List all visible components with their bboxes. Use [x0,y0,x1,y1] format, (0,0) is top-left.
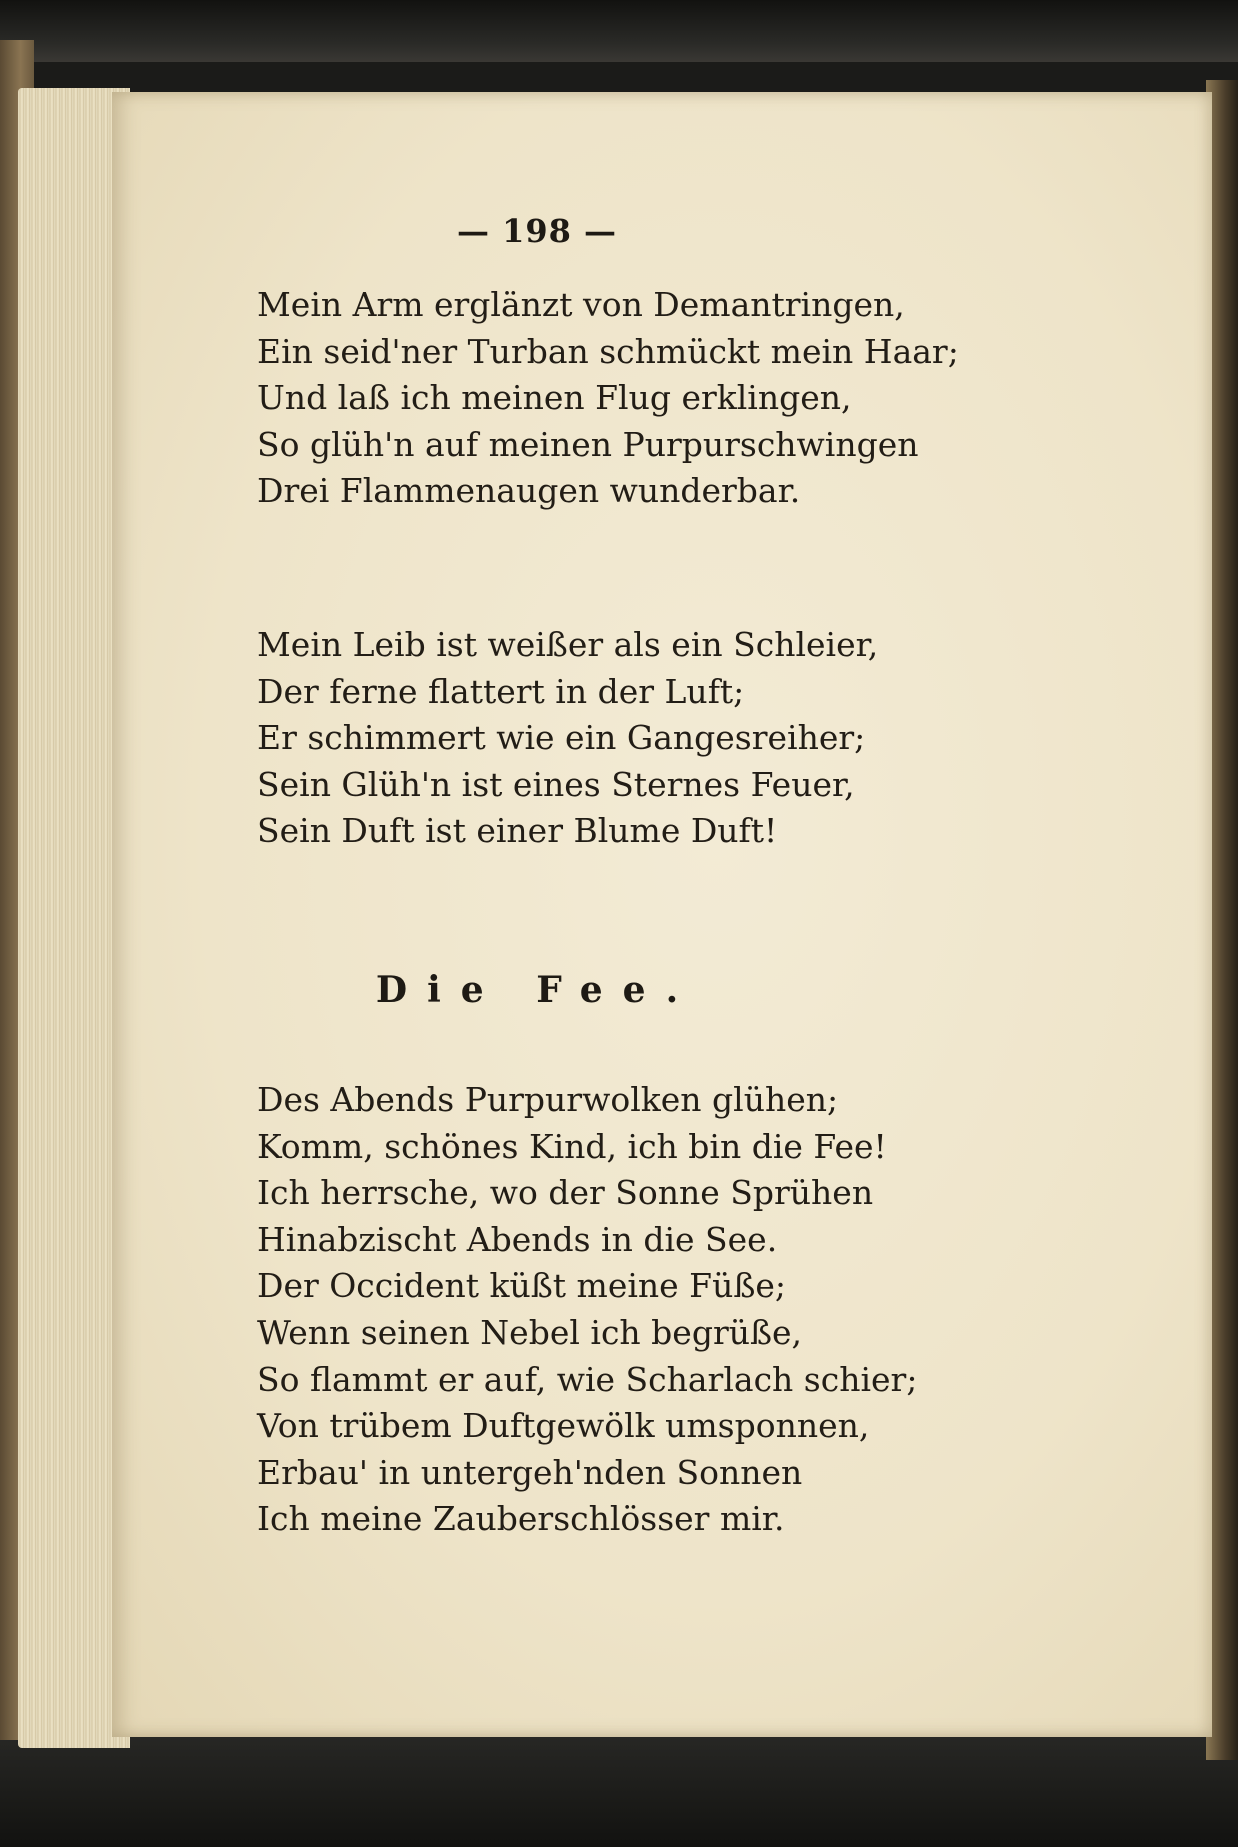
book-cover-top [0,0,1238,62]
verse-line: Sein Glüh'n ist eines Sternes Feuer, [257,764,855,804]
verse-line: So glüh'n auf meinen Purpurschwingen [257,424,919,464]
verse-line: Wenn seinen Nebel ich begrüße, [257,1312,803,1352]
verse-line: Drei Flammenaugen wunderbar. [257,471,801,511]
verse-line: So flammt er auf, wie Scharlach schier; [257,1359,918,1399]
verse-line: Er schimmert wie ein Gangesreiher; [257,718,866,758]
verse-line: Der ferne flattert in der Luft; [257,671,745,711]
verse-line: Ich meine Zauberschlösser mir. [257,1499,785,1539]
verse-line: Des Abends Purpurwolken glühen; [257,1080,839,1119]
verse-line: Ein seid'ner Turban schmückt mein Haar; [257,331,959,371]
verse-line: Und laß ich meinen Flug erklingen, [257,378,852,418]
stanza-2 [257,622,878,855]
book-page [112,92,1212,1737]
verse-line: Hinabzischt Abends in die See. [257,1219,778,1259]
verse-line: Mein Arm erglänzt von Demantringen, [257,285,905,324]
verse-line: Komm, schönes Kind, ich bin die Fee! [257,1126,887,1166]
verse-line: Sein Duft ist einer Blume Duft! [257,811,778,851]
poem-title: Die Fee. [375,969,699,1011]
stanza-3 [257,1077,917,1543]
stanza-1 [257,282,959,515]
verse-line: Erbau' in untergeh'nden Sonnen [257,1452,803,1492]
verse-line: Von trübem Duftgewölk umsponnen, [257,1406,870,1446]
verse-line: Ich herrsche, wo der Sonne Sprühen [257,1173,874,1213]
page-number: — 198 — [456,212,618,250]
book-cover-bottom [0,1722,1238,1847]
verse-line: Mein Leib ist weißer als ein Schleier, [257,625,879,664]
verse-line: Der Occident küßt meine Füße; [257,1266,787,1306]
